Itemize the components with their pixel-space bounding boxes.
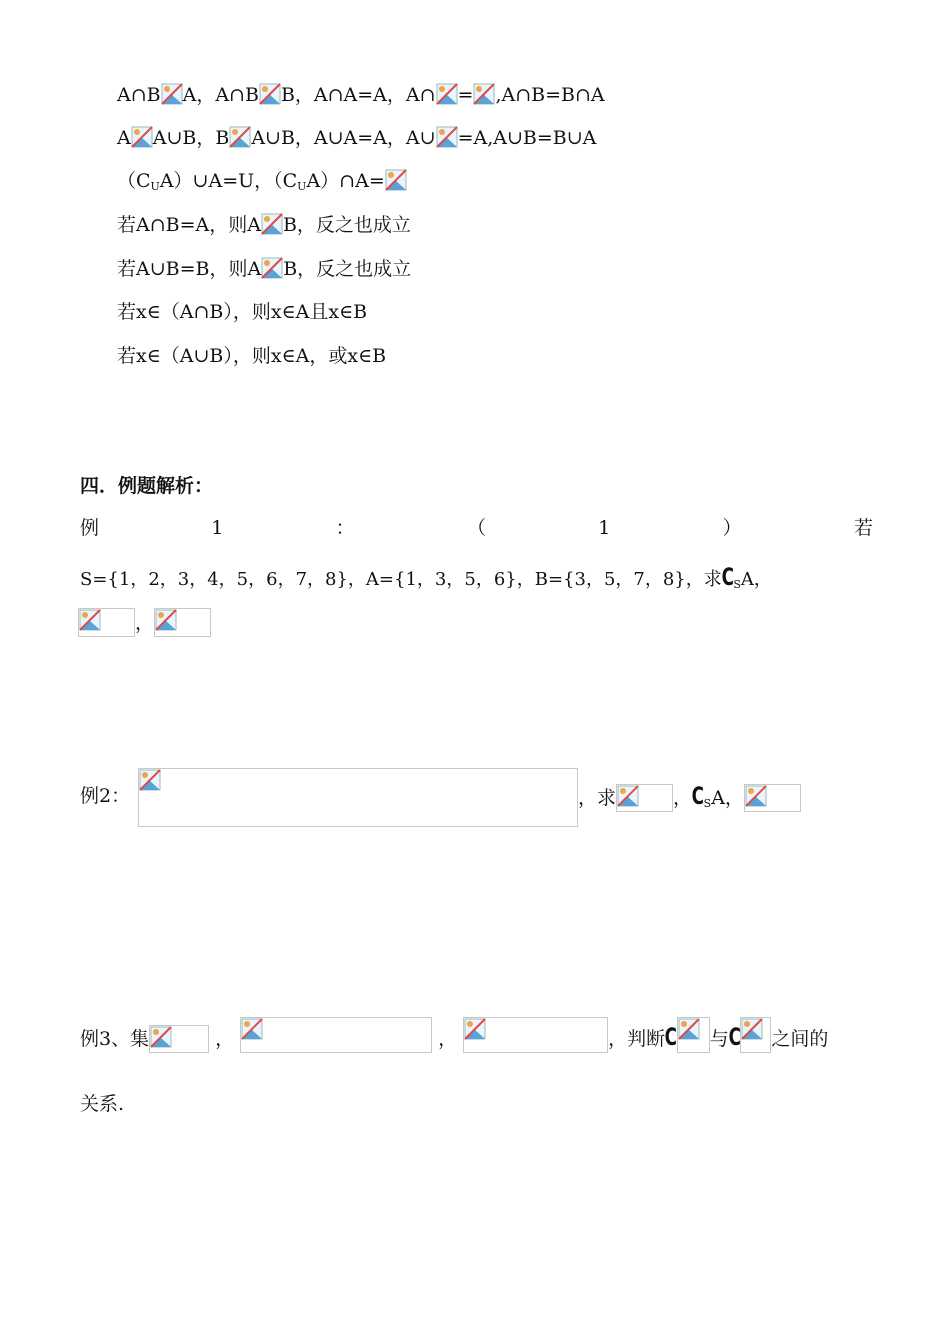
- broken-image-icon: [79, 609, 101, 631]
- text: 1: [211, 517, 224, 539]
- text: A，A∩B: [182, 84, 259, 106]
- broken-image-icon: [385, 169, 407, 191]
- text: =A,A∪B=B∪A: [457, 127, 597, 149]
- text: 与: [709, 1028, 729, 1050]
- example-1-formulas: [78, 608, 211, 637]
- formula-image-box: [616, 784, 673, 812]
- broken-image-icon: [745, 785, 767, 807]
- property-line-membership-and: [117, 299, 367, 325]
- subscript: U: [150, 180, 160, 193]
- formula-image-box: [78, 608, 135, 637]
- formula-image-box: [744, 784, 801, 812]
- text: =: [457, 84, 474, 106]
- broken-image-icon: [741, 1018, 763, 1040]
- formula-image-box: [463, 1017, 608, 1053]
- formula-image-box: [740, 1017, 771, 1053]
- complement-symbol: C: [691, 782, 705, 810]
- complement-symbol: C: [728, 1023, 741, 1051]
- broken-image-icon: [436, 83, 458, 105]
- section-heading: 四．例题解析：: [80, 475, 214, 497]
- text: A∪B，A∪A=A，A∪: [251, 127, 436, 149]
- text: A）∩A=: [306, 170, 385, 192]
- text: ,A∩B=B∩A: [495, 84, 605, 106]
- complement-symbol: C: [721, 563, 734, 591]
- example-1-sets: [80, 564, 772, 598]
- text: 若A∪B=B，则A: [117, 258, 262, 280]
- broken-image-icon: [241, 1018, 263, 1040]
- broken-image-icon: [678, 1018, 700, 1040]
- broken-image-icon: [161, 83, 183, 105]
- text: A∩B: [117, 84, 161, 106]
- broken-image-icon: [464, 1018, 486, 1040]
- example-2-tail: [578, 783, 801, 817]
- text: 之间的: [771, 1028, 829, 1050]
- example-1-header: [80, 515, 873, 541]
- text: ）: [722, 517, 742, 539]
- example-2-label: 例2：: [80, 785, 131, 807]
- complement-symbol: C: [664, 1023, 678, 1051]
- text: S={1，2，3，4，5，6，7，8}，A={1，3，5，6}，B={3，5，7，8}，求: [80, 569, 722, 590]
- broken-image-icon: [617, 785, 639, 807]
- property-line-union: [117, 125, 596, 151]
- property-line-membership-or: [117, 343, 386, 369]
- text: 1: [598, 517, 611, 539]
- text: 若x∈（A∩B），则x∈A且x∈B: [117, 301, 368, 323]
- text: ：: [335, 517, 355, 539]
- text: 若: [853, 517, 873, 539]
- text: ，求: [578, 787, 617, 809]
- property-line-subset-union: [117, 256, 411, 282]
- broken-image-icon: [259, 83, 281, 105]
- text: ，: [673, 787, 693, 809]
- broken-image-icon: [155, 609, 177, 631]
- text: B，A∩A=A，A∩: [280, 84, 436, 106]
- text: B，反之也成立: [282, 214, 411, 236]
- formula-image-box: [677, 1017, 710, 1053]
- text: A∪B，B: [152, 127, 230, 149]
- subscript: S: [733, 578, 741, 591]
- formula-image-box: [240, 1017, 432, 1053]
- example-3-line-2: 关系.: [80, 1093, 125, 1115]
- formula-image-box: [154, 608, 211, 637]
- text: ，判断: [608, 1028, 666, 1050]
- text: 若A∩B=A，则A: [117, 214, 261, 236]
- text: A，: [740, 569, 772, 590]
- broken-image-icon: [131, 126, 153, 148]
- text: A，: [711, 787, 744, 809]
- text: B，反之也成立: [283, 258, 412, 280]
- broken-image-icon: [261, 213, 283, 235]
- text: A）∪A=U，（C: [159, 170, 298, 192]
- text: ，: [135, 612, 155, 634]
- broken-image-icon: [139, 769, 161, 791]
- text: ，: [215, 1028, 235, 1050]
- broken-image-icon: [229, 126, 251, 148]
- broken-image-icon: [150, 1026, 172, 1048]
- formula-image-box: [138, 768, 578, 827]
- text: 例: [80, 517, 100, 539]
- property-line-subset-intersection: [117, 212, 411, 238]
- broken-image-icon: [436, 126, 458, 148]
- text: A: [117, 127, 131, 149]
- property-line-intersection: [117, 82, 605, 108]
- property-line-complement: [117, 168, 407, 200]
- text: 若x∈（A∪B），则x∈A，或x∈B: [117, 345, 387, 367]
- text: 例3、集: [80, 1028, 150, 1050]
- text: ，: [438, 1028, 458, 1050]
- broken-image-icon: [473, 83, 495, 105]
- subscript: U: [297, 180, 307, 193]
- example-3-line: [80, 1017, 828, 1053]
- broken-image-icon: [261, 257, 283, 279]
- formula-image-box: [149, 1025, 209, 1053]
- text: （: [466, 517, 486, 539]
- subscript: S: [703, 797, 712, 810]
- text: （C: [117, 170, 151, 192]
